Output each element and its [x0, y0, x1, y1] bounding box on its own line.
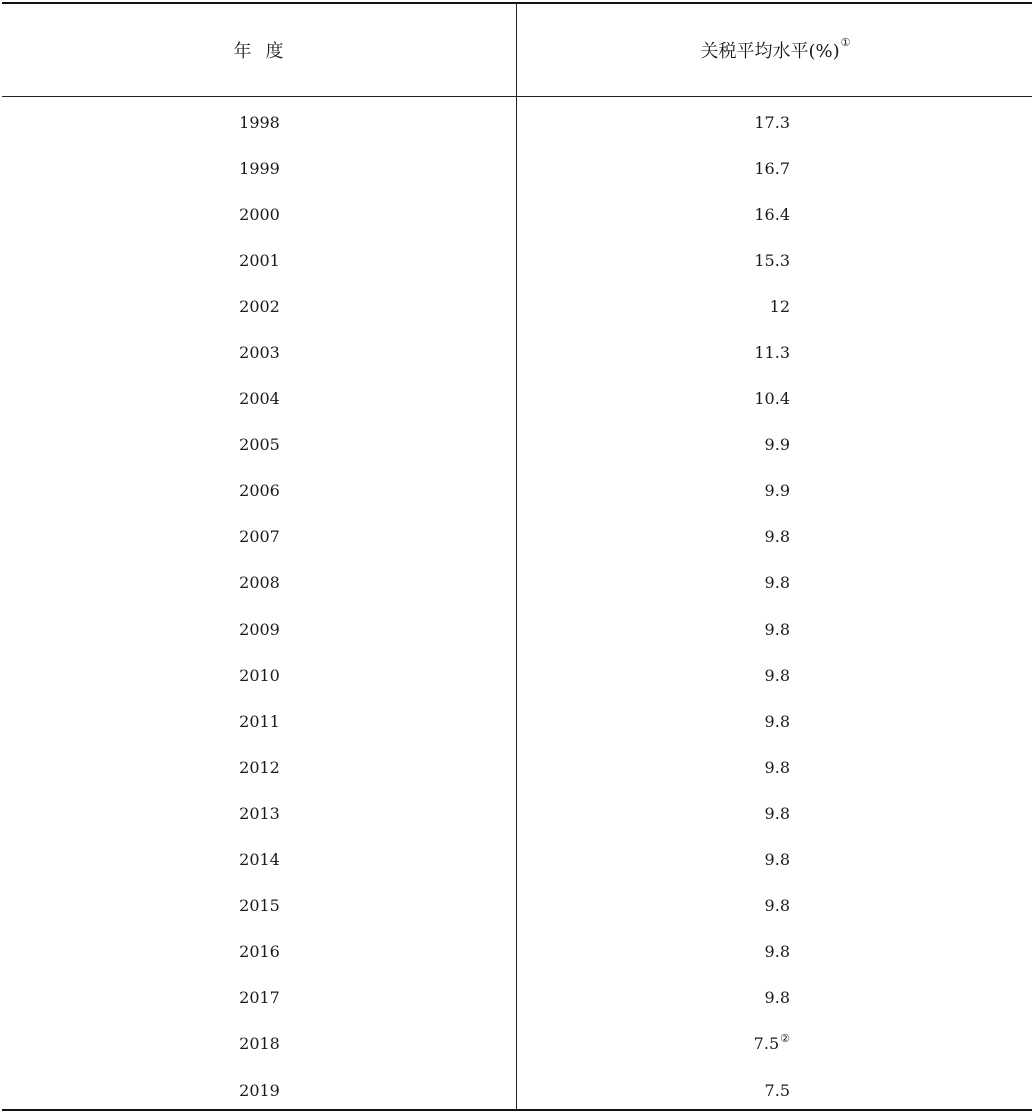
table-row: [0, 837, 1034, 883]
tariff-value-cell: [517, 896, 1034, 915]
year-cell: 2011: [239, 711, 280, 731]
table-header-row: [0, 3, 1034, 96]
tariff-value-cell: [517, 251, 1034, 270]
year-cell: 2017: [239, 988, 280, 1008]
tariff-value-cell: [517, 297, 1034, 316]
table-row: [0, 698, 1034, 744]
year-cell: 2002: [239, 296, 280, 316]
tariff-value: [517, 942, 790, 961]
tariff-value: [517, 113, 790, 132]
year-cell: 1999: [239, 158, 280, 178]
tariff-value-cell: [517, 712, 1034, 731]
tariff-value-text: 12: [769, 296, 790, 316]
table-row: [0, 237, 1034, 283]
tariff-value: [517, 389, 790, 408]
table-row: [0, 422, 1034, 468]
table-row: [0, 376, 1034, 422]
table-row: [0, 1021, 1034, 1067]
tariff-value-text: 11.3: [754, 343, 790, 363]
tariff-value-cell: [517, 343, 1034, 362]
tariff-value-text: 9.8: [764, 711, 790, 731]
year-cell: 2010: [239, 665, 280, 685]
tariff-value-cell: [517, 113, 1034, 132]
year-cell: 1998: [239, 112, 280, 132]
tariff-value-text: 10.4: [754, 389, 790, 409]
tariff-value: [517, 850, 790, 869]
tariff-value: [517, 343, 790, 362]
table-row: [0, 468, 1034, 514]
tariff-value-text: 7.5: [753, 1034, 780, 1054]
tariff-value: [517, 573, 790, 592]
tariff-value: [517, 896, 790, 915]
tariff-value: [517, 435, 790, 454]
header-year-label: 年度: [233, 40, 298, 62]
tariff-value: [517, 251, 790, 270]
tariff-value-cell: [517, 666, 1034, 685]
tariff-value-text: 9.8: [764, 896, 790, 916]
tariff-value-cell: [517, 481, 1034, 500]
tariff-value-text: 7.5: [764, 1080, 790, 1100]
tariff-value-text: 9.8: [764, 619, 790, 639]
table-row: [0, 1067, 1034, 1113]
year-cell: 2006: [239, 481, 280, 501]
table-row: [0, 514, 1034, 560]
tariff-value-cell: [517, 620, 1034, 639]
year-cell: 2003: [239, 343, 280, 363]
tariff-value-text: 9.8: [764, 988, 790, 1008]
tariff-value-cell: [517, 573, 1034, 592]
tariff-value: [517, 1081, 790, 1100]
table-row: [0, 883, 1034, 929]
tariff-value-text: 16.4: [754, 204, 790, 224]
header-tariff: [517, 3, 1034, 96]
tariff-value: [517, 1034, 790, 1053]
tariff-value-text: 9.9: [764, 481, 790, 501]
year-cell: 2015: [239, 896, 280, 916]
table-row: [0, 652, 1034, 698]
year-cell: 2000: [239, 204, 280, 224]
tariff-value-cell: [517, 435, 1034, 454]
tariff-value-text: 9.8: [764, 942, 790, 962]
tariff-value: [517, 804, 790, 823]
year-cell: 2001: [239, 250, 280, 270]
tariff-value: [517, 481, 790, 500]
table-row: [0, 560, 1034, 606]
table-row: [0, 744, 1034, 790]
tariff-value: [517, 712, 790, 731]
year-cell: 2019: [239, 1080, 280, 1100]
table-body: [0, 99, 1034, 1113]
tariff-value-cell: [517, 942, 1034, 961]
tariff-value-text: 9.9: [764, 435, 790, 455]
tariff-value-text: 9.8: [764, 850, 790, 870]
year-cell: 2018: [239, 1034, 280, 1054]
tariff-value: [517, 620, 790, 639]
year-cell: 2005: [239, 435, 280, 455]
table-row: [0, 606, 1034, 652]
tariff-value-text: 9.8: [764, 803, 790, 823]
year-cell: 2012: [239, 757, 280, 777]
table-row: [0, 790, 1034, 836]
tariff-value-footnote: ②: [780, 1032, 790, 1046]
header-year: [0, 3, 517, 96]
table-row: [0, 99, 1034, 145]
table-row: [0, 975, 1034, 1021]
tariff-value-cell: [517, 205, 1034, 224]
tariff-value-cell: [517, 1034, 1034, 1053]
tariff-value-text: 16.7: [754, 158, 790, 178]
tariff-value: [517, 205, 790, 224]
tariff-value-cell: [517, 159, 1034, 178]
tariff-value-cell: [517, 988, 1034, 1007]
tariff-value-cell: [517, 389, 1034, 408]
year-cell: 2004: [239, 389, 280, 409]
tariff-value-text: 9.8: [764, 757, 790, 777]
year-cell: 2016: [239, 942, 280, 962]
tariff-value-cell: [517, 1081, 1034, 1100]
tariff-value: [517, 159, 790, 178]
tariff-value-text: 17.3: [754, 112, 790, 132]
header-tariff-label: 关税平均水平(%): [700, 40, 840, 62]
tariff-value-cell: [517, 850, 1034, 869]
tariff-value-text: 15.3: [754, 250, 790, 270]
tariff-value: [517, 666, 790, 685]
table-row: [0, 145, 1034, 191]
tariff-value-text: 9.8: [764, 665, 790, 685]
year-cell: 2009: [239, 619, 280, 639]
table-row: [0, 283, 1034, 329]
header-tariff-footnote: ①: [840, 36, 851, 49]
year-cell: 2007: [239, 527, 280, 547]
table-row: [0, 329, 1034, 375]
year-cell: 2014: [239, 850, 280, 870]
tariff-value: [517, 527, 790, 546]
tariff-value-text: 9.8: [764, 527, 790, 547]
tariff-value: [517, 758, 790, 777]
table-row: [0, 191, 1034, 237]
year-cell: 2013: [239, 803, 280, 823]
tariff-value-text: 9.8: [764, 573, 790, 593]
tariff-value-cell: [517, 804, 1034, 823]
tariff-value: [517, 988, 790, 1007]
table-header-rule: [2, 96, 1032, 97]
tariff-value-cell: [517, 758, 1034, 777]
year-cell: 2008: [239, 573, 280, 593]
table-row: [0, 929, 1034, 975]
tariff-value: [517, 297, 790, 316]
tariff-value-cell: [517, 527, 1034, 546]
